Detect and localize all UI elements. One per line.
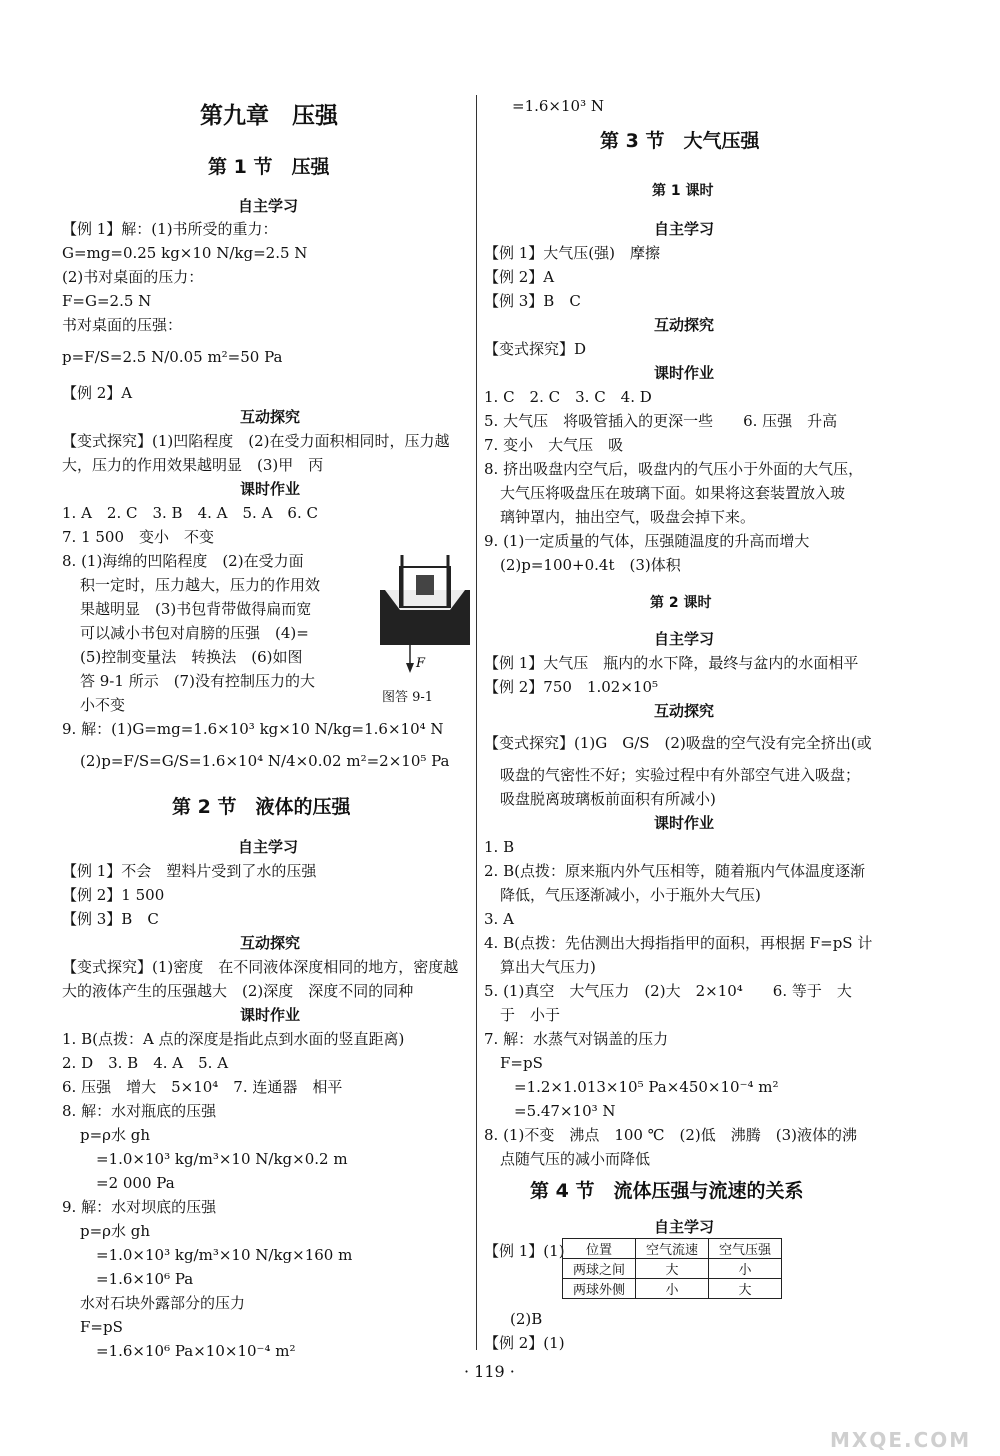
text-line: 8. (1)不变 沸点 100 ℃ (2)低 沸腾 (3)液体的沸	[484, 1126, 858, 1144]
text-line: 【例 2】1 500	[62, 886, 165, 904]
text-line: 积一定时，压力越大，压力的作用效	[80, 576, 321, 594]
watermark-text: MXQE.COM	[830, 1428, 972, 1452]
text-line: G=mg=0.25 kg×10 N/kg=2.5 N	[62, 244, 308, 262]
text-line: 吸盘脱离玻璃板前面积有所减小)	[500, 790, 716, 808]
text-line: 【例 1】(1)	[484, 1242, 565, 1260]
section-heading: 互动探究	[654, 702, 715, 720]
text-line: 可以减小书包对肩膀的压强 (4)=	[80, 624, 309, 642]
text-line: (2)p=F/S=G/S=1.6×10⁴ N/4×0.02 m²=2×10⁵ Pa	[80, 752, 450, 770]
figure-9-1	[380, 555, 470, 690]
text-line: 7. 变小 大气压 吸	[484, 436, 624, 454]
text-line: p=ρ水 gh	[80, 1126, 151, 1144]
text-line: =1.6×10⁶ Pa	[96, 1270, 194, 1288]
text-line: (2)B	[510, 1310, 543, 1328]
column-divider	[476, 95, 477, 1350]
section-heading: 自主学习	[654, 630, 715, 648]
text-line: F=pS	[80, 1318, 123, 1336]
table-header: 位置	[563, 1239, 636, 1259]
table-row	[563, 1279, 782, 1299]
text-line: 5. (1)真空 大气压力 (2)大 2×10⁴ 6. 等于 大	[484, 982, 852, 1000]
text-line: 点随气压的减小而降低	[500, 1150, 651, 1168]
table-header: 空气压强	[709, 1239, 782, 1259]
table-row	[563, 1259, 782, 1279]
text-line: 【例 1】解：(1)书所受的重力：	[62, 220, 278, 238]
text-line: 【例 1】大气压(强) 摩擦	[484, 244, 661, 262]
text-line: 【变式探究】(1)G G/S (2)吸盘的空气没有完全挤出(或	[484, 734, 872, 752]
text-line: 果越明显 (3)书包背带做得扁而宽	[80, 600, 312, 618]
text-line: 1. C 2. C 3. C 4. D	[484, 388, 652, 406]
flow-table	[562, 1238, 782, 1299]
text-line: F=G=2.5 N	[62, 292, 152, 310]
text-line: 2. D 3. B 4. A 5. A	[62, 1054, 229, 1072]
text-line: 大气压将吸盘压在玻璃下面。如果将这套装置放入玻	[500, 484, 846, 502]
table-header: 空气流速	[636, 1239, 709, 1259]
text-line: 书对桌面的压强：	[62, 316, 183, 334]
section-heading: 第 3 节 大气压强	[600, 130, 760, 152]
text-line: 【例 2】A	[484, 268, 555, 286]
text-line: 降低，气压逐渐减小，小于瓶外大气压)	[500, 886, 761, 904]
page-number: · 119 ·	[464, 1362, 515, 1381]
text-line: (5)控制变量法 转换法 (6)如图	[80, 648, 303, 666]
section-heading: 自主学习	[238, 838, 299, 856]
section-heading: 第九章 压强	[200, 103, 338, 129]
text-line: 9. 解：水对坝底的压强	[62, 1198, 217, 1216]
text-line: 【例 3】B C	[62, 910, 159, 928]
text-line: 【例 1】不会 塑料片受到了水的压强	[62, 862, 317, 880]
text-line: 4. B(点拨：先估测出大拇指指甲的面积，再根据 F=pS 计	[484, 934, 873, 952]
text-line: =1.0×10³ kg/m³×10 N/kg×160 m	[96, 1246, 353, 1264]
text-line: 【例 2】750 1.02×10⁵	[484, 678, 659, 696]
section-heading: 第 4 节 流体压强与流速的关系	[530, 1180, 804, 1202]
text-line: 大的液体产生的压强越大 (2)深度 深度不同的同种	[62, 982, 414, 1000]
text-line: 6. 压强 增大 5×10⁴ 7. 连通器 相平	[62, 1078, 343, 1096]
section-heading: 自主学习	[238, 197, 299, 215]
text-line: 【变式探究】(1)凹陷程度 (2)在受力面积相同时，压力越	[62, 432, 450, 450]
text-line: F=pS	[500, 1054, 543, 1072]
section-heading: 自主学习	[654, 220, 715, 238]
text-line: 【例 2】A	[62, 384, 133, 402]
text-line: 1. B(点拨：A 点的深度是指此点到水面的竖直距离)	[62, 1030, 405, 1048]
text-line: 8. 挤出吸盘内空气后，吸盘内的气压小于外面的大气压，	[484, 460, 864, 478]
section-heading: 课时作业	[654, 364, 715, 382]
table-cell: 小	[709, 1259, 782, 1279]
section-heading: 自主学习	[654, 1218, 715, 1236]
weight	[416, 575, 434, 595]
table-cell: 小	[636, 1279, 709, 1299]
text-line: =2 000 Pa	[96, 1174, 175, 1192]
force-arrow-head	[406, 663, 414, 673]
table-cell: 大	[709, 1279, 782, 1299]
section-heading: 互动探究	[240, 408, 301, 426]
text-line: 【例 3】B C	[484, 292, 581, 310]
text-line: 算出大气压力)	[500, 958, 596, 976]
watermark-logo	[820, 1380, 990, 1450]
text-line: 【例 1】大气压 瓶内的水下降，最终与盆内的水面相平	[484, 654, 859, 672]
section-heading: 第 1 课时	[652, 183, 714, 199]
text-line: =1.2×1.013×10⁵ Pa×450×10⁻⁴ m²	[514, 1078, 779, 1096]
text-line: (2)书对桌面的压力：	[62, 268, 204, 286]
text-line: p=F/S=2.5 N/0.05 m²=50 Pa	[62, 348, 283, 366]
figure-caption: 图答 9-1	[382, 690, 434, 705]
section-heading: 第 2 课时	[650, 595, 712, 611]
text-line: 8. 解：水对瓶底的压强	[62, 1102, 217, 1120]
text-line: 【例 2】(1)	[484, 1334, 565, 1352]
text-line: 答 9-1 所示 (7)没有控制压力的大	[80, 672, 315, 690]
text-line: 1. B	[484, 838, 515, 856]
text-line: 3. A	[484, 910, 514, 928]
text-line: 小不变	[80, 696, 126, 714]
text-line: =5.47×10³ N	[514, 1102, 616, 1120]
text-line: 9. (1)一定质量的气体，压强随温度的升高而增大	[484, 532, 810, 550]
text-line: 7. 解：水蒸气对锅盖的压力	[484, 1030, 669, 1048]
table-row	[563, 1239, 782, 1259]
text-line: 2. B(点拨：原来瓶内外气压相等，随着瓶内气体温度逐渐	[484, 862, 865, 880]
text-line: =1.0×10³ kg/m³×10 N/kg×0.2 m	[96, 1150, 348, 1168]
text-line: 于 小于	[500, 1006, 561, 1024]
section-heading: 第 2 节 液体的压强	[172, 796, 351, 818]
table-cell: 两球之间	[563, 1259, 636, 1279]
force-label: F	[416, 656, 426, 671]
table-cell: 大	[636, 1259, 709, 1279]
text-line: 吸盘的气密性不好；实验过程中有外部空气进入吸盘；	[500, 766, 861, 784]
text-line: =1.6×10⁶ Pa×10×10⁻⁴ m²	[96, 1342, 296, 1360]
section-heading: 课时作业	[240, 480, 301, 498]
section-heading: 互动探究	[240, 934, 301, 952]
text-line: 8. (1)海绵的凹陷程度 (2)在受力面	[62, 552, 304, 570]
text-line: 9. 解：(1)G=mg=1.6×10³ kg×10 N/kg=1.6×10⁴ N	[62, 720, 444, 738]
text-line: 璃钟罩内，抽出空气，吸盘会掉下来。	[500, 508, 756, 526]
text-line: 大，压力的作用效果越明显 (3)甲 丙	[62, 456, 324, 474]
text-line: 【变式探究】D	[484, 340, 587, 358]
text-line: 1. A 2. C 3. B 4. A 5. A 6. C	[62, 504, 318, 522]
section-heading: 第 1 节 压强	[208, 156, 330, 178]
text-line: 水对石块外露部分的压力	[80, 1294, 246, 1312]
text-line: =1.6×10³ N	[512, 97, 604, 115]
text-line: 7. 1 500 变小 不变	[62, 528, 215, 546]
text-line: 【变式探究】(1)密度 在不同液体深度相同的地方，密度越	[62, 958, 459, 976]
table-cell: 两球外侧	[563, 1279, 636, 1299]
text-line: (2)p=100+0.4t (3)体积	[500, 556, 681, 574]
section-heading: 课时作业	[654, 814, 715, 832]
section-heading: 互动探究	[654, 316, 715, 334]
text-line: p=ρ水 gh	[80, 1222, 151, 1240]
section-heading: 课时作业	[240, 1006, 301, 1024]
text-line: 5. 大气压 将吸管插入的更深一些 6. 压强 升高	[484, 412, 838, 430]
